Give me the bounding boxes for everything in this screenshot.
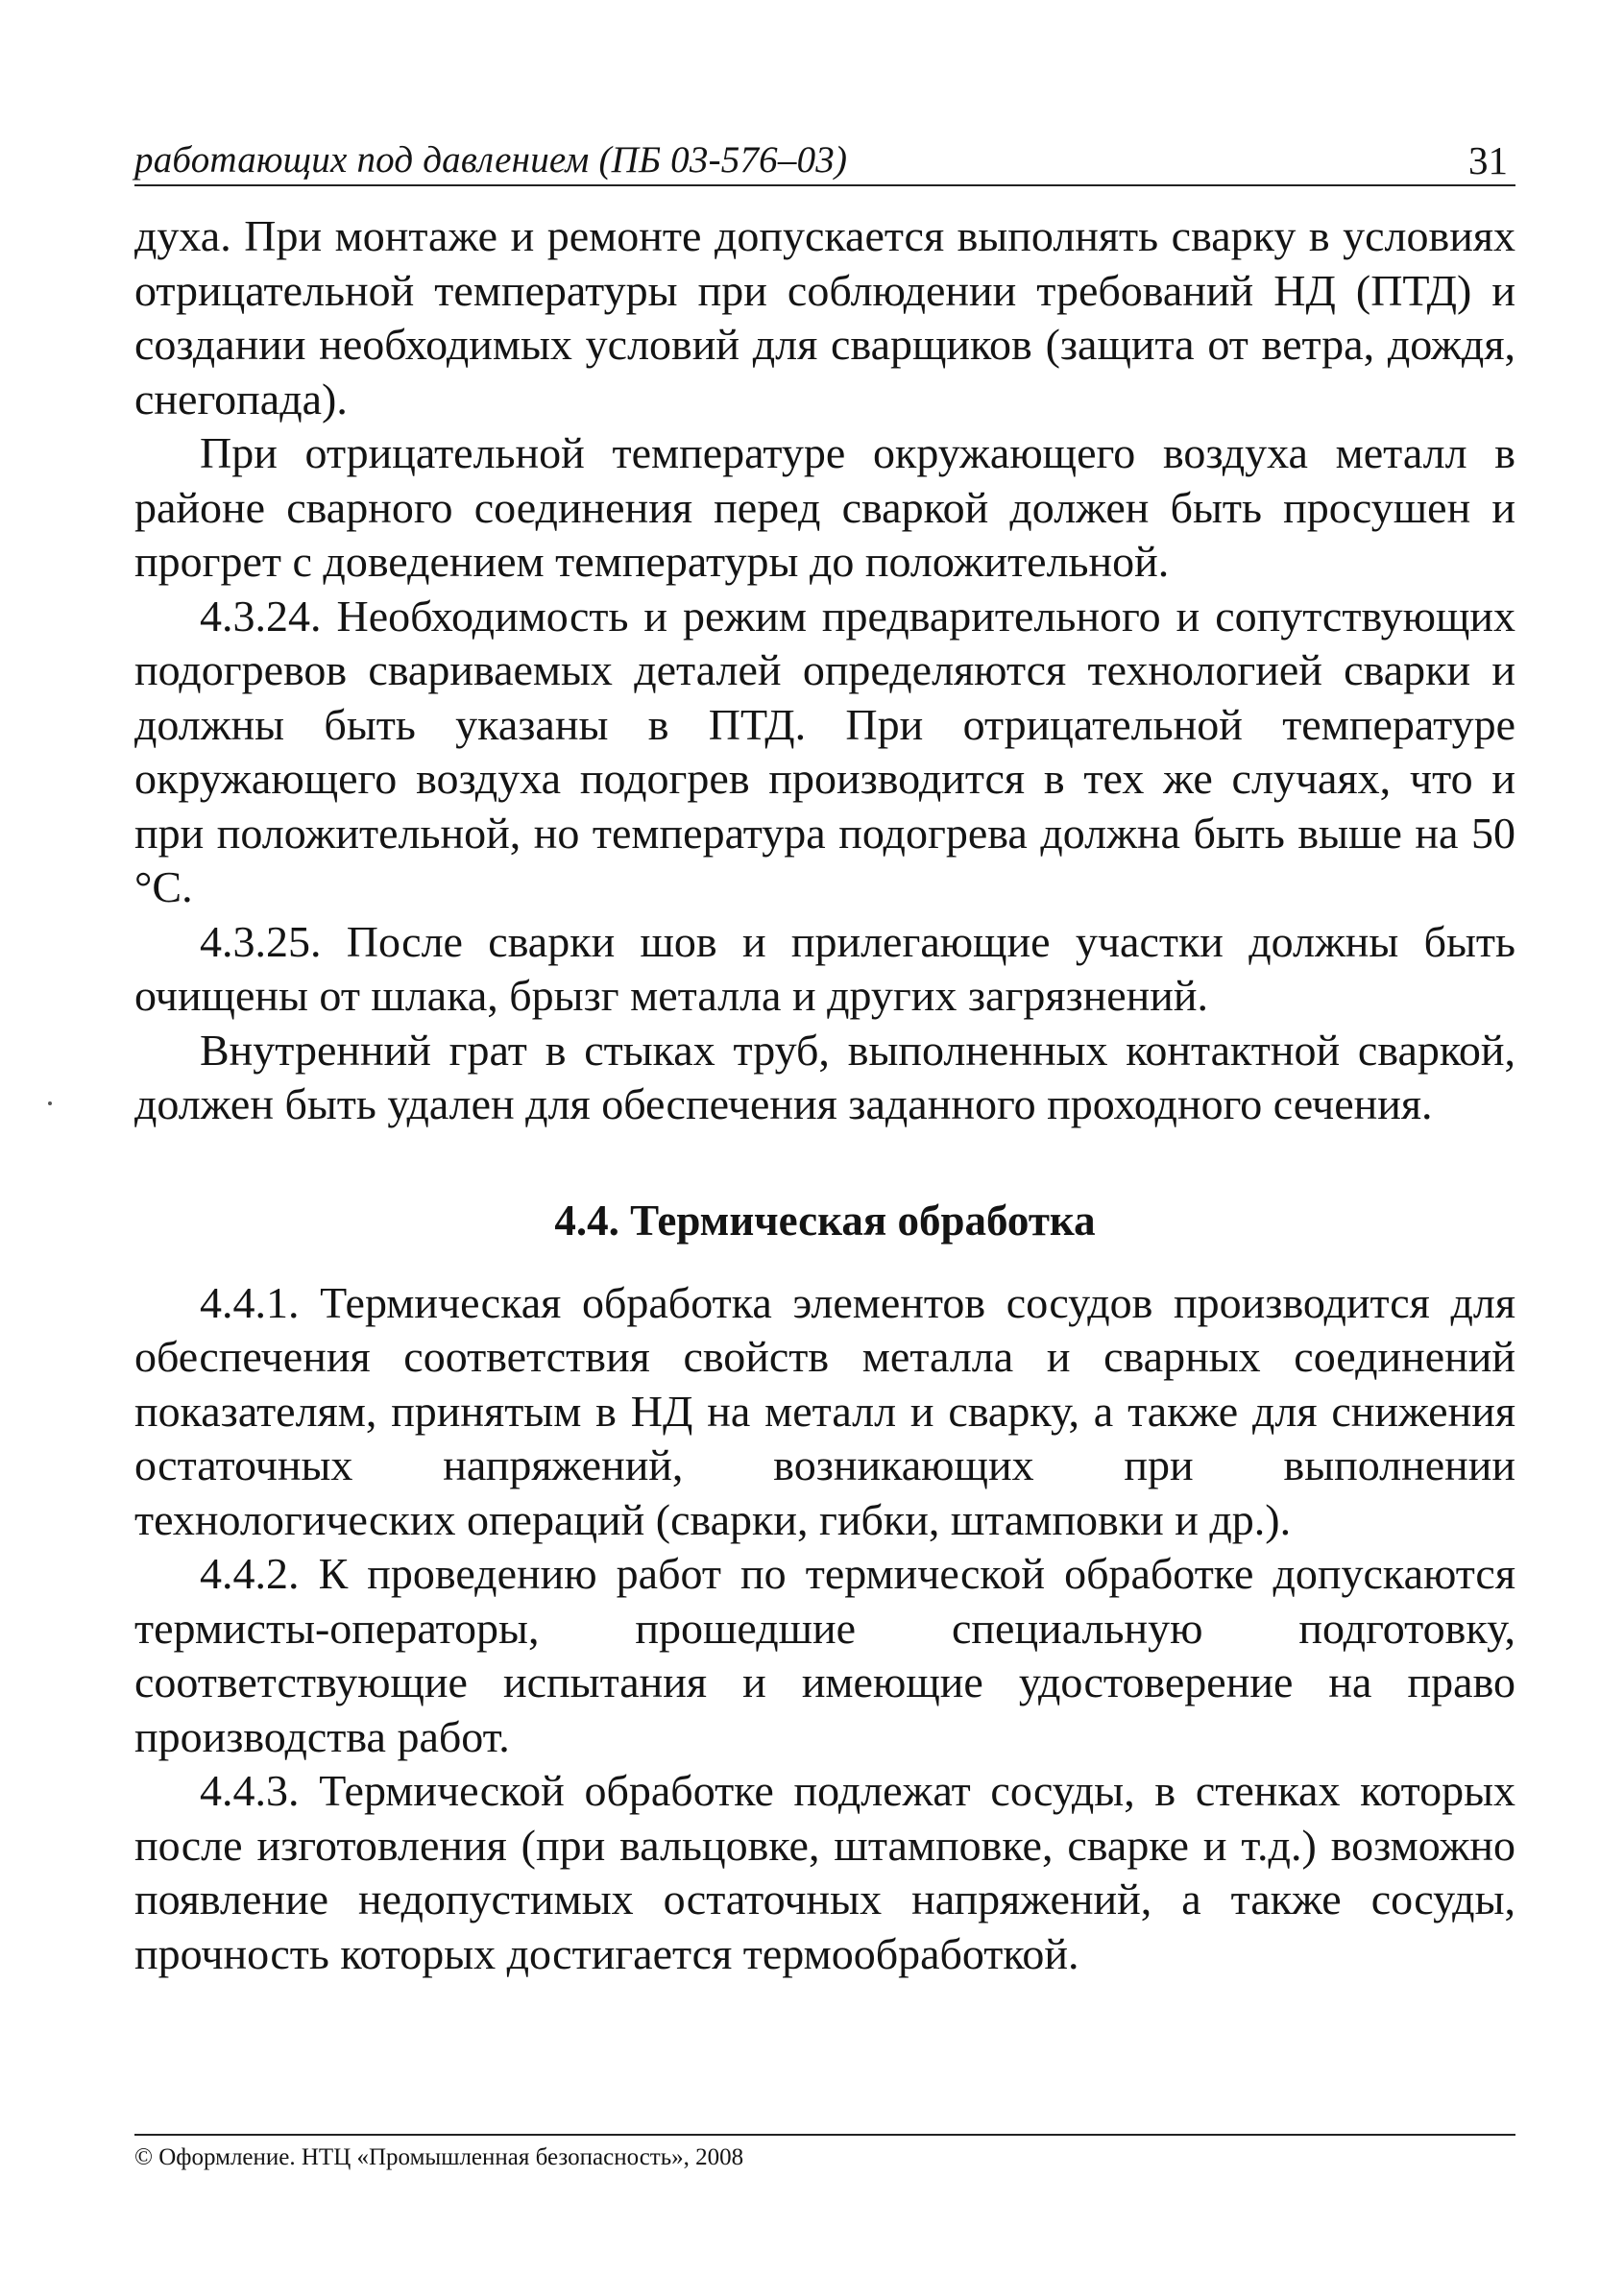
running-title: работающих под давлением (ПБ 03-576–03): [134, 139, 848, 181]
paragraph-4-3-25: 4.3.25. После сварки шов и прилегающие участки должны быть очищены от шлака, брызг металла и других загрязнений.: [134, 916, 1515, 1020]
paragraph-4-4-1: 4.4.1. Термическая обработка элементов сосудов производится для обеспечения соответствия свойств металла и сварных соединений показателям, принятым в НД на металл и сварку, а также для снижения остаточных напряжений, возникающих при выполнении технологических операций (сварки, гибки, штамповки и др.).: [134, 1277, 1515, 1544]
page-number: 31: [1468, 138, 1508, 182]
paragraph-4-3-24: 4.3.24. Необходимость и режим предварительного и сопутствующих подогревов свариваемых деталей определяются технологией сварки и должны быть указаны в ПТД. При отрицательной температуре окружающего воздуха подогрев производится в тех же случаях, что и при положительной, но температура подогрева должна быть выше на 50 °С.: [134, 591, 1515, 911]
paragraph-continuation: духа. При монтаже и ремонте допускается выполнять сварку в условиях отрицательной температуры при соблюдении требований НД (ПТД) и создании необходимых условий для сварщиков (защита от ветра, дождя, снегопада).: [134, 211, 1515, 423]
document-body: [134, 209, 1515, 1981]
paragraph-4-4-3: 4.4.3. Термической обработке подлежат сосуды, в стенках которых после изготовления (при вальцовке, штамповке, сварке и т.д.) возможно появление недопустимых остаточных напряжений, а также сосуды, прочность которых достигается термообработкой.: [134, 1766, 1515, 1978]
paragraph-negative-temperature: При отрицательной температуре окружающего воздуха металл в районе сварного соединения перед сваркой должен быть просушен и прогрет с доведением температуры до положительной.: [134, 428, 1515, 586]
running-header: [134, 127, 1515, 186]
footer-divider: [134, 2134, 1515, 2136]
paragraph-4-4-2: 4.4.2. К проведению работ по термической обработке допускаются термисты-операторы, прошедшие специальную подготовку, соответствующие испытания и имеющие удостоверение на право производства работ.: [134, 1549, 1515, 1761]
footer-copyright: © Оформление. НТЦ «Промышленная безопасность», 2008: [134, 2144, 744, 2170]
paragraph-internal-flash: Внутренний грат в стыках труб, выполненных контактной сваркой, должен быть удален для обеспечения заданного проходного сечения.: [134, 1025, 1515, 1128]
section-heading: 4.4. Термическая обработка: [554, 1196, 1096, 1245]
scan-speck: [48, 1101, 52, 1105]
